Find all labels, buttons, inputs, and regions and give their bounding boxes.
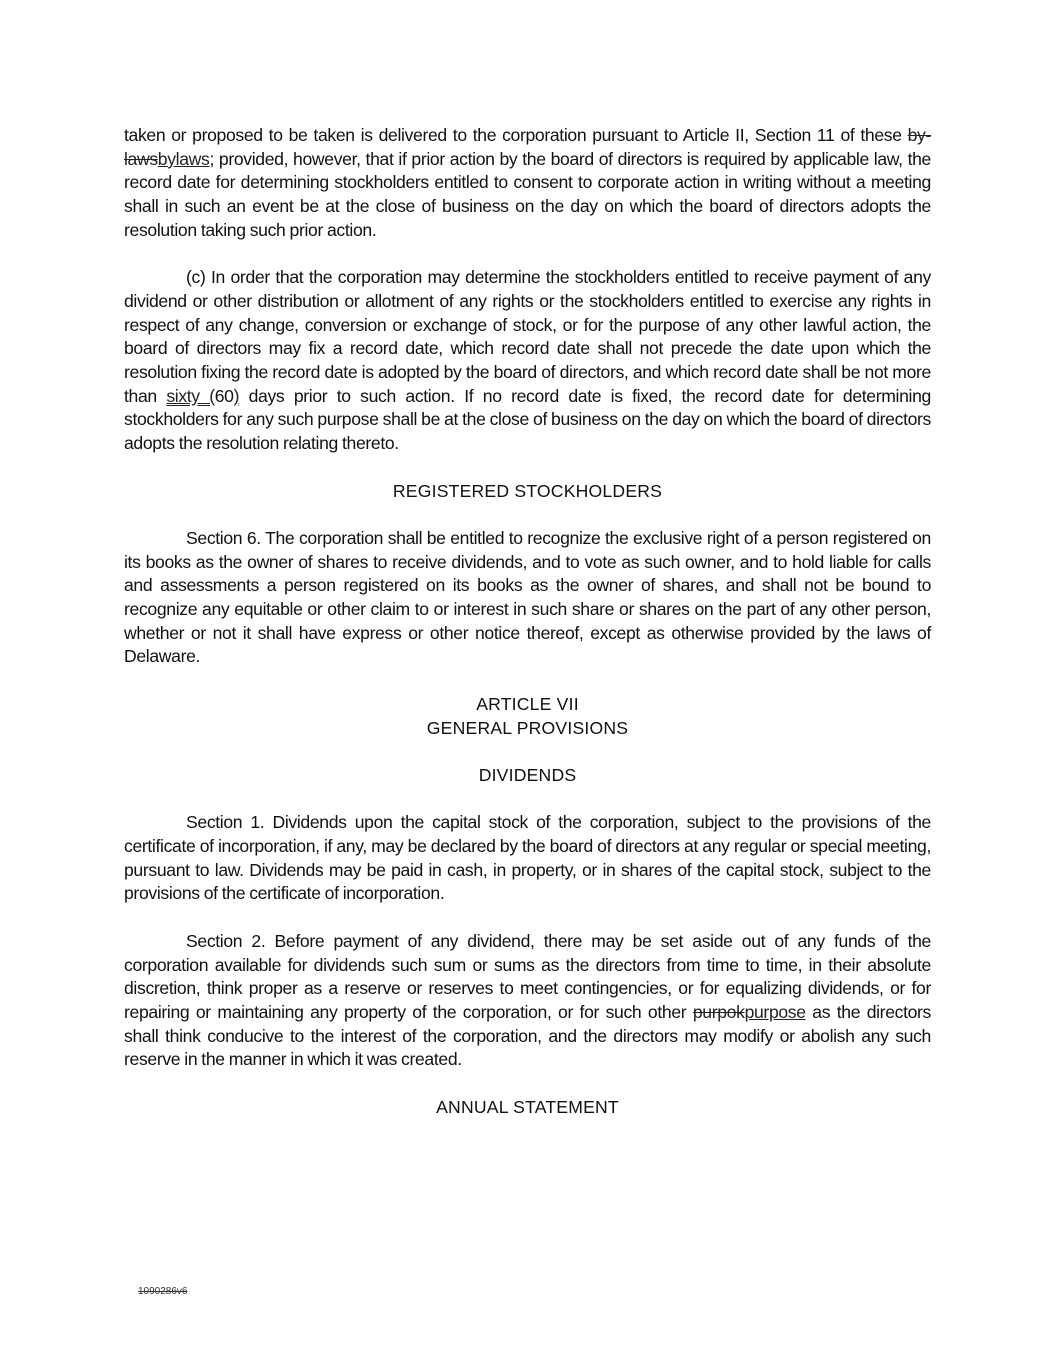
paragraph-text: as the directors shall think conducive to the interest of the corporation, and the directors may modify or abolish any such reserve in the manner in which it was created. (124, 1001, 932, 1070)
deleted-text: purpok (692, 1001, 745, 1022)
heading-general-provisions: GENERAL PROVISIONS (426, 717, 629, 738)
heading-article-vii: ARTICLE VII (476, 693, 579, 714)
paragraph-text: Section 2. Before payment of any dividend, there may be set aside out of any funds of the corporation available for dividends such sum or sums as the directors from time to time, in their absolute discretion, think proper as a reserve or reserves to meet contingencies, or for equalizing dividends, or for repairing or maintaining any property of the corporation, or for such other (124, 930, 931, 1022)
paragraph-section-6: Section 6. The corporation shall be entitled to recognize the exclusive right of a person registered on its books as the owner of shares to receive dividends, and to vote as such owner, and to hold liable for calls and assessments a person registered on its books as the owner of shares, and shall not be bound to recognize any equitable or other claim to or interest in such share or shares on the part of any other person, whether or not it shall have express or other notice thereof, except as otherwise provided by the laws of Delaware. (124, 527, 931, 667)
paragraph-text: 60 (214, 385, 234, 406)
inserted-text: bylaws (157, 148, 210, 169)
inserted-text: sixty ( (166, 385, 215, 406)
paragraph-text: (c) In order that the corporation may determine the stockholders entitled to receive payment of any dividend or other distribution or allotment of any rights or the stockholders entitled to exercise any rights in respect of any change, conversion or exchange of stock, or for the purpose of any other lawful action, the board of directors may fix a record date, which record date shall not precede the date upon which the resolution fixing the record date is adopted by the board of directors, and which record date shall be not more than (124, 267, 931, 406)
paragraph-text: taken or proposed to be taken is delivered to the corporation pursuant to Article II, Section 11 of these (124, 125, 908, 145)
heading-dividends: DIVIDENDS (478, 764, 577, 785)
paragraph-record-date-consent (124, 124, 931, 243)
deleted-text: by-laws (124, 125, 931, 169)
inserted-text: ) (233, 385, 240, 406)
heading-registered-stockholders: REGISTERED STOCKHOLDERS (392, 480, 663, 501)
document-footer-id: 1090286v6 (138, 1286, 188, 1297)
paragraph-dividends-section-1: Section 1. Dividends upon the capital stock of the corporation, subject to the provisions of the certificate of incorporation, if any, may be declared by the board of directors at any regular or special meeting, pursuant to law. Dividends may be paid in cash, in property, or in shares of the capital stock, subject to the provisions of the certificate of incorporation. (124, 812, 931, 904)
paragraph-text: ; provided, however, that if prior action by the board of directors is required by applicable law, the record date for determining stockholders entitled to consent to corporate action in writing without a meeting shall in such an event be at the close of business on the day on which the board of directors adopts the resolution taking such prior action. (124, 148, 931, 240)
inserted-text: purpose (744, 1001, 806, 1022)
heading-annual-statement: ANNUAL STATEMENT (436, 1096, 619, 1117)
paragraph-text: days prior to such action. If no record date is fixed, the record date for determining stockholders for any such purpose shall be at the close of business on the day on which the board of directors adopts the resolution relating thereto. (124, 385, 931, 454)
document-page (124, 124, 931, 1143)
paragraph-section-5c (124, 266, 931, 456)
paragraph-dividends-section-2 (124, 930, 931, 1072)
